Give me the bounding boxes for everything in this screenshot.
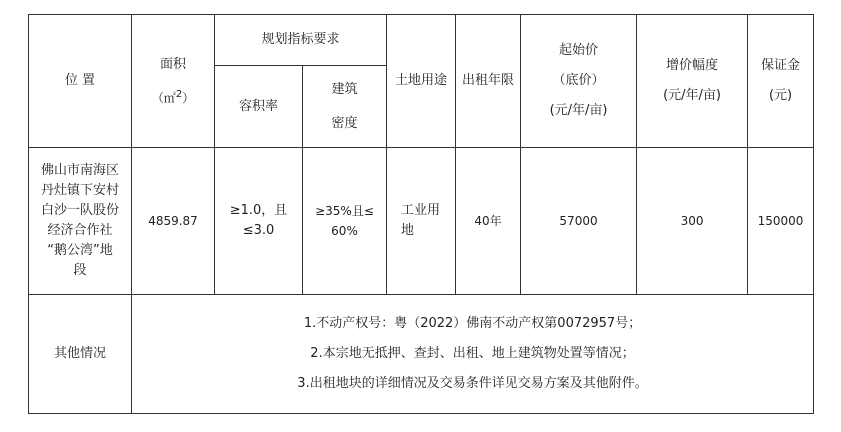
- other-label: 其他情况: [29, 295, 132, 414]
- area-unit-open: （㎡: [151, 90, 176, 105]
- header-plot-ratio: 容积率: [215, 66, 303, 148]
- header-lease-term: 出租年限: [456, 15, 521, 148]
- location-line: 佛山市南海区: [40, 163, 119, 178]
- land-use-line-2: 地: [401, 223, 415, 238]
- header-area-unit: [135, 85, 211, 108]
- cell-land-use: [387, 148, 456, 295]
- header-planning: 规划指标要求: [215, 15, 387, 66]
- header-increment: [637, 15, 748, 148]
- plot-ratio-line-2: ≤3.0: [242, 223, 275, 238]
- location-line: “鹅公湾”地: [47, 243, 113, 258]
- increment-line-2: (元/年/亩): [663, 88, 721, 103]
- cell-lease-term: 40年: [456, 148, 521, 295]
- note-item: 1.不动产权号：粤（2022）佛南不动产权第0072957号；: [303, 316, 642, 331]
- deposit-line-1: 保证金: [761, 58, 801, 73]
- deposit-line-2: (元): [768, 88, 793, 103]
- header-location: 位 置: [29, 15, 132, 148]
- location-line: 经济合作社: [47, 223, 113, 238]
- location-line: 段: [73, 263, 87, 278]
- cell-location: [29, 148, 132, 295]
- header-deposit: [748, 15, 814, 148]
- land-use-line-1: 工业用: [401, 203, 441, 218]
- start-price-line-3: (元/年/亩): [549, 103, 608, 118]
- plot-ratio-line-1: ≥1.0，且: [229, 203, 288, 218]
- note-item: 3.出租地块的详细情况及交易条件详见交易方案及其他附件。: [297, 376, 648, 391]
- density-value-line-1: ≥35%且≤: [315, 204, 374, 218]
- density-line-2: 密度: [331, 115, 358, 131]
- cell-start-price: 57000: [521, 148, 637, 295]
- cell-density: [303, 148, 387, 295]
- density-line-1: 建筑: [331, 81, 358, 97]
- location-line: 丹灶镇下安村: [40, 183, 119, 198]
- area-unit-close: ）: [182, 90, 195, 105]
- start-price-line-2: （底价）: [552, 73, 605, 88]
- other-notes: [132, 295, 814, 414]
- area-unit-sup: 2: [175, 88, 183, 100]
- location-line: 白沙一队股份: [40, 203, 119, 218]
- header-start-price: [521, 15, 637, 148]
- note-item: 2.本宗地无抵押、查封、出租、地上建筑物处置等情况；: [310, 346, 635, 361]
- cell-deposit: 150000: [748, 148, 814, 295]
- header-area: [132, 15, 215, 148]
- density-value-line-2: 60%: [331, 224, 358, 238]
- header-area-label: 面积: [159, 56, 186, 72]
- start-price-line-1: 起始价: [559, 43, 599, 58]
- header-land-use: 土地用途: [387, 15, 456, 148]
- header-density: [303, 66, 387, 148]
- cell-plot-ratio: [215, 148, 303, 295]
- increment-line-1: 增价幅度: [666, 58, 719, 73]
- cell-area: 4859.87: [132, 148, 215, 295]
- cell-increment: 300: [637, 148, 748, 295]
- land-lease-table: [28, 14, 814, 414]
